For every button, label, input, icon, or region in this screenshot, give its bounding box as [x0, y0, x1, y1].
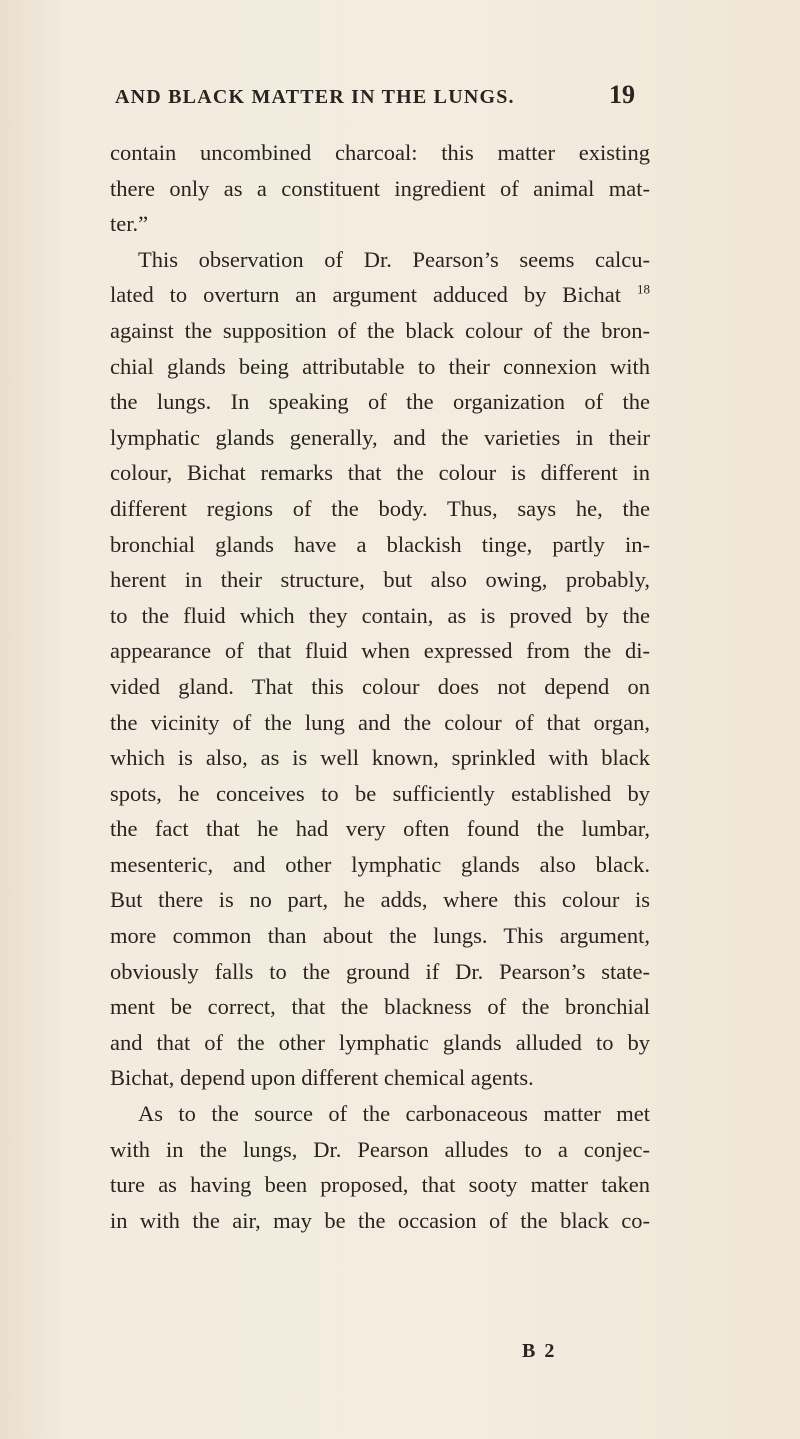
text-line: the fact that he had very often found the lumbar,: [110, 816, 650, 842]
text-line: ture as having been proposed, that sooty matter taken: [110, 1172, 650, 1198]
text-line-content: lated to overturn an argument adduced by Bichat: [110, 282, 622, 308]
text-line: herent in their structure, but also owing, probably,: [110, 567, 650, 593]
text-line: to the fluid which they contain, as is proved by the: [110, 602, 650, 628]
text-line: there only as a constituent ingredient of animal mat-: [110, 175, 650, 201]
footnote-marker: 18: [637, 281, 650, 297]
text-line: the vicinity of the lung and the colour of that organ,: [110, 709, 650, 735]
text-line: This observation of Dr. Pearson’s seems calcu-: [138, 246, 650, 272]
page-number: 19: [609, 80, 635, 109]
text-line: with in the lungs, Dr. Pearson alludes to a conjec-: [110, 1136, 650, 1162]
text-line: the lungs. In speaking of the organization of the: [110, 389, 650, 415]
text-line: But there is no part, he adds, where this colour is: [110, 887, 650, 913]
signature-mark: B 2: [522, 1340, 557, 1362]
running-head: [115, 80, 635, 114]
body-text: [110, 135, 650, 1238]
text-line: Bichat, depend upon different chemical agents.: [110, 1065, 534, 1091]
text-line: As to the source of the carbonaceous matter met: [138, 1101, 650, 1127]
text-line: different regions of the body. Thus, says he, the: [110, 495, 650, 521]
text-line: and that of the other lymphatic glands alluded to by: [110, 1029, 650, 1055]
text-line: against the supposition of the black colour of the bron-: [110, 317, 650, 343]
text-line: chial glands being attributable to their connexion with: [110, 353, 650, 379]
text-line: spots, he conceives to be sufficiently established by: [110, 780, 650, 806]
text-line: vided gland. That this colour does not depend on: [110, 673, 650, 699]
text-line: bronchial glands have a blackish tinge, partly in-: [110, 531, 650, 557]
text-line: mesenteric, and other lymphatic glands also black.: [110, 851, 650, 877]
running-title: AND BLACK MATTER IN THE LUNGS.: [115, 86, 515, 108]
text-line: obviously falls to the ground if Dr. Pearson’s state-: [110, 958, 650, 984]
text-line: in with the air, may be the occasion of the black co-: [110, 1207, 650, 1233]
text-line: appearance of that fluid when expressed from the di-: [110, 638, 650, 664]
text-line: contain uncombined charcoal: this matter existing: [110, 140, 650, 165]
text-line: ment be correct, that the blackness of the bronchial: [110, 994, 650, 1020]
text-line: colour, Bichat remarks that the colour is different in: [110, 460, 650, 486]
text-line: ter.”: [110, 211, 149, 237]
text-line: lymphatic glands generally, and the varieties in their: [110, 424, 650, 450]
text-line: more common than about the lungs. This argument,: [110, 923, 650, 949]
text-line: which is also, as is well known, sprinkled with black: [110, 745, 650, 771]
text-line-with-footnote: [110, 277, 650, 313]
